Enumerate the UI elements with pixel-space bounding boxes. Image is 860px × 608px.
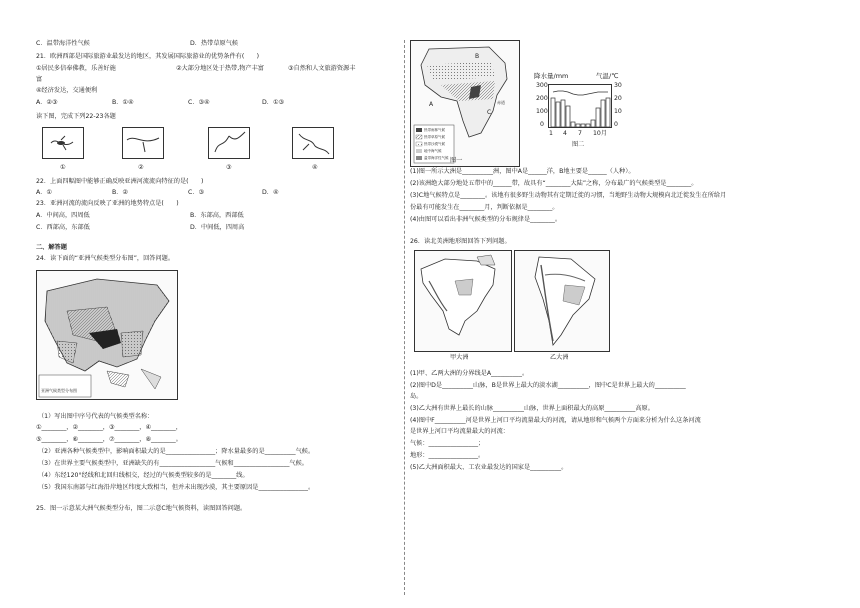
q25-part-4: (4)由图可以看出非洲气候类型的分布规律是________。 xyxy=(410,216,562,223)
q22-option-a: A．① xyxy=(36,189,52,196)
fig2-x-tick-4: 4 xyxy=(563,130,567,137)
asia-map-drawing xyxy=(37,271,177,399)
q21-item-1: ①居民多信奉佛教，乐善好施 xyxy=(36,65,116,72)
fig2-left-tick-0: 0 xyxy=(540,121,544,128)
fig2-right-tick-20: 20 xyxy=(614,95,622,102)
fig2-climate-chart xyxy=(548,84,612,128)
q24-part-5: （5）我国东南部与红海沿岸地区纬度大致相当，但并未出现沙漠，其主要原因是________________。 xyxy=(38,484,315,491)
asia-climate-map xyxy=(36,270,178,400)
q26-part-2: (2)图中D是__________山脉，B是世界上最大的淡水湖__________，图中C是世界上最大的__________ xyxy=(410,382,686,389)
river-drawing-2 xyxy=(123,128,163,158)
fig2-ylabel-left: 降水量/mm xyxy=(534,72,569,80)
q26-part-4: (4)图中F__________河是世界上河口平均流量最大的河流，请从地形和气候两个方面来分析为什么这条河流 xyxy=(410,417,701,424)
q21-option-c: C．③④ xyxy=(188,99,210,106)
river-figure-4 xyxy=(292,127,334,159)
q25-part-1: (1)图一所示大洲是__________洲，图中A是______洋，B地主要是______（人种）。 xyxy=(410,168,635,175)
q21-option-a: A．②③ xyxy=(36,99,58,106)
south-america-map xyxy=(514,250,610,352)
river-label-1: ① xyxy=(60,164,66,171)
q20-option-c: C．温带海洋性气候 xyxy=(36,40,90,47)
q26-part-4-terrain: 地形：________________。 xyxy=(410,452,485,459)
south-america-drawing xyxy=(515,251,609,351)
q23-option-c: C．西部高，东部低 xyxy=(36,224,90,231)
label-b: B xyxy=(475,53,480,60)
river-figure-1 xyxy=(42,127,84,159)
q24-part-1-row-a: ①________，②________，③________，④________， xyxy=(36,424,182,431)
south-america-caption: 乙大洲 xyxy=(550,354,569,361)
right-column xyxy=(410,0,860,608)
fig2-left-tick-300: 300 xyxy=(536,82,548,89)
label-a: A xyxy=(429,101,434,108)
river-drawing-3 xyxy=(209,128,249,158)
fig2-x-tick-10: 10月 xyxy=(593,130,608,137)
q21-item-3-cont: 富 xyxy=(36,76,43,83)
q25-part-3-cont: 份最有可能发生在________月，判断依据是________。 xyxy=(410,204,559,211)
q22-option-b: B．② xyxy=(112,189,128,196)
q26-part-2-cont: 岛。 xyxy=(410,393,423,400)
q25-part-2: (2)该洲绝大部分地处五带中的______带，故具有“________大陆”之称，分布最广的气候类型是________。 xyxy=(410,180,698,187)
fig2-left-tick-200: 200 xyxy=(536,95,548,102)
q26-part-4-cont: 是世界上河口平均流量最大的河流： xyxy=(410,428,509,435)
fig2-ylabel-right: 气温/℃ xyxy=(596,72,619,80)
river-figure-3 xyxy=(208,127,250,159)
q24-part-1-row-b: ⑤________，⑥________，⑦________，⑧________。 xyxy=(36,436,182,443)
read-instruction: 读下图，完成下列22-23各题 xyxy=(36,113,116,120)
q26-part-4-climate: 气候：________________； xyxy=(410,440,485,447)
north-america-caption: 甲大洲 xyxy=(450,354,469,361)
label-c: C xyxy=(487,109,492,116)
q23-option-a: A．中间高，四周低 xyxy=(36,212,90,219)
question-23: 23．亚洲河流的流向反映了亚洲的地势特点是( ) xyxy=(36,200,179,207)
question-26: 26．读北美洲地形图回答下列问题。 xyxy=(410,238,511,245)
q24-part-3: （3）在世界主要气候类型中，亚洲缺失的有__________________气候和__________________气候。 xyxy=(38,460,308,467)
q25-part-3: (3)C地气候特点是________。该地有很多野生动物其有定期迁徙的习惯，当地野生动物大规模向北迁徙发生在所给月 xyxy=(410,192,727,199)
q26-part-1: (1)甲、乙两大洲的分界线是A__________。 xyxy=(410,370,529,377)
question-24: 24．读下面的“亚洲气候类型分布图”，回答问题。 xyxy=(36,255,175,262)
north-america-map xyxy=(414,250,512,352)
q22-option-d: D．④ xyxy=(262,189,279,196)
fig2-x-tick-7: 7 xyxy=(578,130,582,137)
q24-part-2: （2）亚洲各种气候类型中，影响面积最大的是________________；降水量最多的是__________气候。 xyxy=(38,448,315,455)
legend-item-5: 温带海洋性气候 xyxy=(424,156,449,160)
equator-label: 赤道 xyxy=(497,100,505,105)
q21-option-d: D．①③ xyxy=(262,99,285,106)
q21-option-b: B．①④ xyxy=(112,99,134,106)
river-label-3: ③ xyxy=(226,164,232,171)
section-heading: 二、解答题 xyxy=(36,244,67,251)
q21-item-4: ④经济发达，交通便利 xyxy=(36,87,98,94)
river-drawing-4 xyxy=(293,128,333,158)
fig2-left-tick-100: 100 xyxy=(536,108,548,115)
river-label-2: ② xyxy=(138,164,144,171)
q23-option-d: D．中间低，四周高 xyxy=(190,224,245,231)
q24-part-1: （1）写出图中序号代表的气候类型名称： xyxy=(38,413,154,420)
legend-item-3: 热带沙漠气候 xyxy=(424,142,445,146)
legend-item-1: 热带雨林气候 xyxy=(424,128,445,132)
fig2-right-tick-0: 0 xyxy=(614,121,618,128)
fig1-caption: 图一 xyxy=(450,157,463,164)
river-figure-2 xyxy=(122,127,164,159)
fig2-x-tick-1: 1 xyxy=(549,130,553,137)
river-drawing-1 xyxy=(43,128,83,158)
q21-item-3: ③自然和人文旅游资源丰 xyxy=(288,65,356,72)
column-divider xyxy=(404,40,405,595)
q20-option-d: D．热带草原气候 xyxy=(190,40,239,47)
africa-climate-map xyxy=(410,40,520,167)
fig2-right-tick-30: 30 xyxy=(614,82,622,89)
fig2-caption: 图二 xyxy=(572,141,585,148)
q24-part-4: （4）东经120°经线和北回归线相交，经过的气候类型较多的是________线。 xyxy=(38,472,249,479)
q22-option-c: C．③ xyxy=(188,189,205,196)
question-21: 21．欧洲西部是国际旅游业最发达的地区，其发展国际旅游业的优势条件有( ) xyxy=(36,53,260,60)
q26-part-3: (3)乙大洲有世界上最长的山脉__________山脉，世界上面积最大的高原__________高原。 xyxy=(410,405,654,412)
left-column xyxy=(0,0,405,608)
north-america-drawing xyxy=(415,251,511,351)
fig2-right-tick-10: 10 xyxy=(614,108,622,115)
q21-item-2: ②大部分地区处于热带,物产丰富 xyxy=(176,65,264,72)
river-label-4: ④ xyxy=(312,164,318,171)
question-22: 22．上面四幅图中能够正确反映亚洲河流流向特征的是( ) xyxy=(36,178,204,185)
legend-item-2: 热带草原气候 xyxy=(424,135,445,139)
q26-part-5: (5)乙大洲面积最大、工农业最发达的国家是__________。 xyxy=(410,464,568,471)
asia-map-caption: 亚洲气候类型分布图 xyxy=(41,388,77,393)
q23-option-b: B．东部高，西部低 xyxy=(190,212,244,219)
legend-item-4: 地中海气候 xyxy=(424,149,442,153)
question-25: 25．图一示意某大洲气候类型分布，图二示意C地气候资料，读图回答问题。 xyxy=(36,505,247,512)
